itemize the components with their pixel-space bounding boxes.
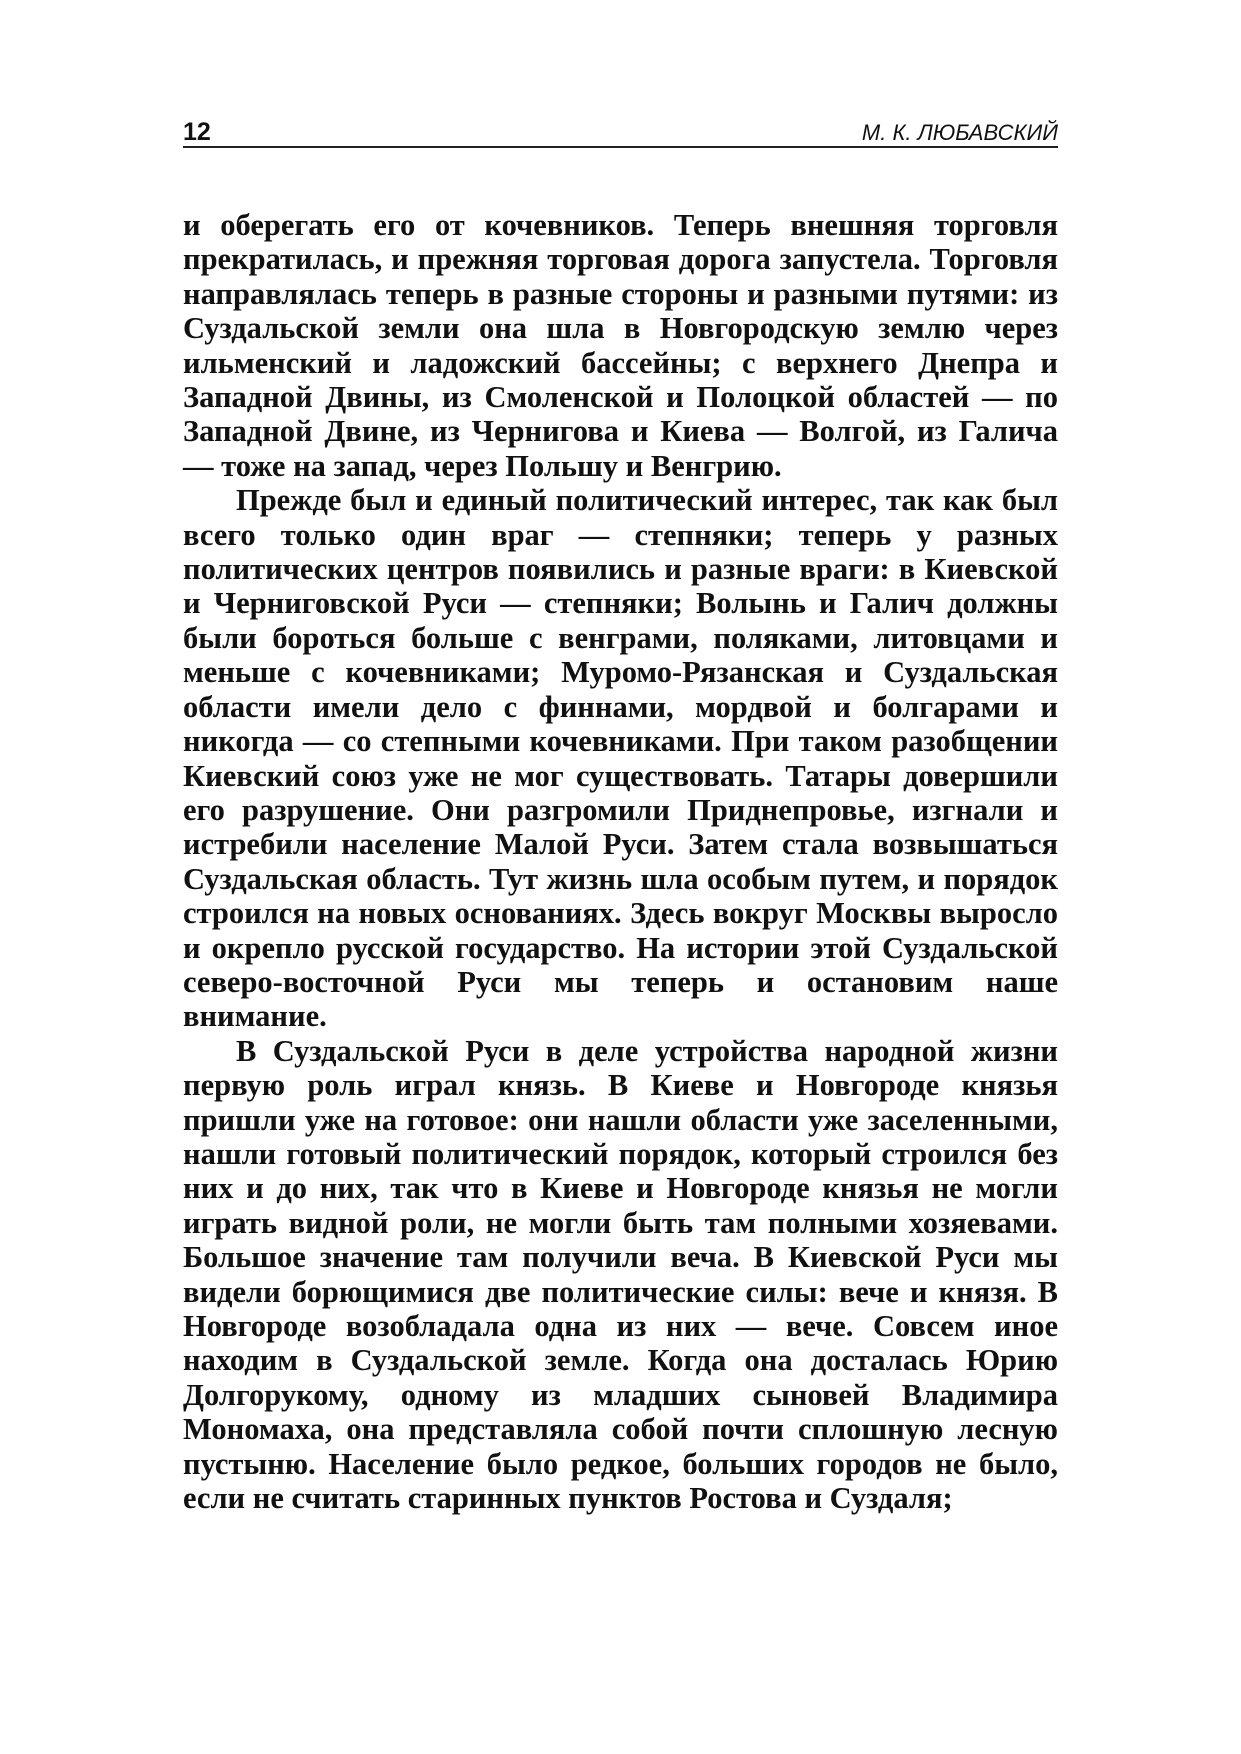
paragraph-1: и оберегать его от кочевников. Теперь внешняя торговля прекратилась, и прежняя торговая дорога запустела. Торговля направлялась теперь в разные стороны и разными путями: из Суздальской земли она шла в Новгородскую землю через ильменский и ладожский бассейны; с верхнего Днепра и Западной Двины, из Смоленской и Полоцкой областей — по Западной Двине, из Чернигова и Киева — Волгой, из Галича — тоже на запад, через Польшу и Венгрию. xyxy=(183,208,1058,483)
body-text xyxy=(183,208,1058,1515)
page-number: 12 xyxy=(183,118,211,146)
running-header xyxy=(183,112,1058,148)
paragraph-2: Прежде был и единый политический интерес, так как был всего только один враг — степняки; теперь у разных политических центров появились и разные враги: в Киевской и Черниговской Руси — степняки; Волынь и Галич должны были бороться больше с венграми, поляками, литовцами и меньше с кочевниками; Муромо-Рязанская и Суздальская области имели дело с финнами, мордвой и болгарами и никогда — со степными кочевниками. При таком разобщении Киевский союз уже не мог существовать. Татары довершили его разрушение. Они разгромили Приднепровье, изгнали и истребили население Малой Руси. Затем стала возвышаться Суздальская область. Тут жизнь шла особым путем, и порядок строился на новых основаниях. Здесь вокруг Москвы выросло и окрепло русской государство. На истории этой Суздальской северо-восточной Руси мы теперь и остановим наше внимание. xyxy=(183,483,1058,1034)
running-title: М. К. ЛЮБАВСКИЙ xyxy=(861,120,1058,145)
paragraph-3: В Суздальской Руси в деле устройства народной жизни первую роль играл князь. В Киеве и Новгороде князья пришли уже на готовое: они нашли области уже заселенными, нашли готовый политический порядок, который строился без них и до них, так что в Киеве и Новгороде князья не могли играть видной роли, не могли быть там полными хозяевами. Большое значение там получили веча. В Киевской Руси мы видели борющимися две политические силы: вече и князя. В Новгороде возобладала одна из них — вече. Совсем иное находим в Суздальской земле. Когда она досталась Юрию Долгорукому, одному из младших сыновей Владимира Мономаха, она представляла собой почти сплошную лесную пустыню. Население было редкое, больших городов не было, если не считать старинных пунктов Ростова и Суздаля; xyxy=(183,1033,1058,1516)
